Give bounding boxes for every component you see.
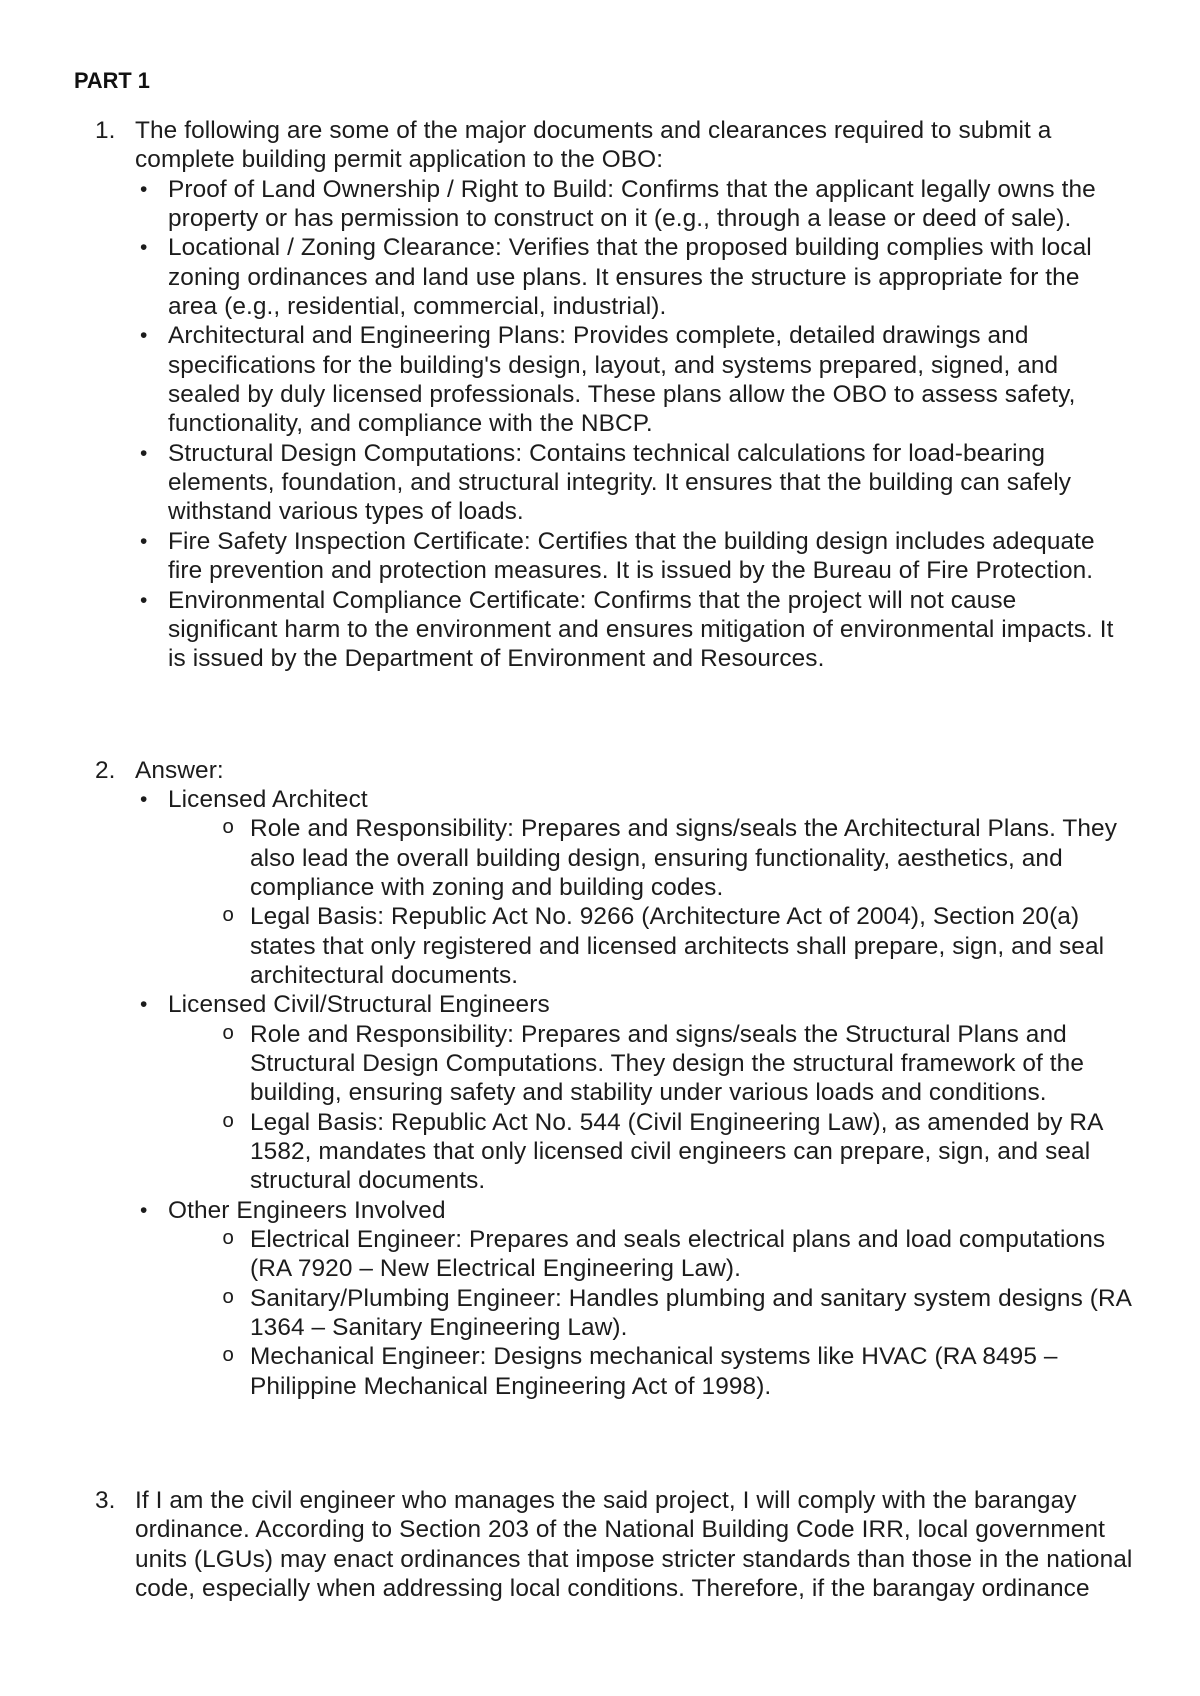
text-line: Answer: (135, 756, 224, 784)
item-text (168, 785, 1200, 814)
item-text (168, 1196, 1200, 1225)
text-line: Philippine Mechanical Engineering Act of 1998). (250, 1372, 772, 1400)
bullet-marker: • (140, 787, 148, 811)
text-line: compliance with zoning and building codes. (250, 873, 724, 901)
bullet-list-item (0, 175, 1200, 234)
bullet-marker: • (140, 324, 148, 348)
item-text (168, 439, 1200, 527)
list-number-marker: 2. (95, 756, 116, 784)
bullet-list-item (0, 1284, 1200, 1343)
bullet-marker: • (140, 441, 148, 465)
text-line: Sanitary/Plumbing Engineer: Handles plumbing and sanitary system designs (RA (250, 1284, 1133, 1312)
item-text (250, 1225, 1200, 1284)
list-number-marker: 3. (95, 1487, 116, 1515)
numbered-list-item (0, 116, 1200, 175)
bullet-list-item (0, 990, 1200, 1019)
document-blocks (0, 116, 1200, 1603)
text-line: Proof of Land Ownership / Right to Build: Confirms that the applicant legally owns the (168, 175, 1096, 203)
text-line: Role and Responsibility: Prepares and signs/seals the Architectural Plans. They (250, 815, 1118, 843)
numbered-list-item (0, 1486, 1200, 1603)
text-line: functionality, and compliance with the NBCP. (168, 410, 653, 438)
bullet-list-item (0, 1196, 1200, 1225)
item-text (168, 527, 1200, 586)
text-line: 1582, mandates that only licensed civil engineers can prepare, sign, and seal (250, 1138, 1091, 1165)
text-line: Mechanical Engineer: Designs mechanical systems like HVAC (RA 8495 – (250, 1343, 1058, 1371)
item-text (135, 1486, 1200, 1603)
text-line: If I am the civil engineer who manages the said project, I will comply with the barangay (135, 1487, 1077, 1515)
text-line: Environmental Compliance Certificate: Confirms that the project will not cause (168, 586, 1017, 614)
circle-bullet-marker: o (222, 817, 235, 841)
circle-bullet-marker: o (222, 1286, 235, 1310)
text-line: complete building permit application to the OBO: (135, 146, 664, 174)
text-line: building, ensuring safety and stability under various loads and conditions. (250, 1079, 1047, 1107)
item-text (168, 586, 1200, 674)
text-line: structural documents. (250, 1167, 486, 1195)
text-line: zoning ordinances and land use plans. It ensures the structure is appropriate for the (168, 263, 1080, 291)
text-line: Legal Basis: Republic Act No. 9266 (Architecture Act of 2004), Section 20(a) (250, 903, 1080, 931)
text-line: Electrical Engineer: Prepares and seals electrical plans and load computations (250, 1226, 1106, 1254)
text-line: also lead the overall building design, ensuring functionality, aesthetics, and (250, 844, 1063, 872)
item-text (250, 1342, 1200, 1401)
item-text (135, 756, 1200, 785)
text-line: (RA 7920 – New Electrical Engineering Law). (250, 1255, 742, 1283)
bullet-list-item (0, 1108, 1200, 1196)
numbered-list-item (0, 756, 1200, 785)
item-text (250, 1020, 1200, 1108)
text-line: code, especially when addressing local conditions. Therefore, if the barangay ordinance (135, 1575, 1090, 1603)
text-line: property or has permission to construct on it (e.g., through a lease or deed of sale). (168, 205, 1072, 233)
circle-bullet-marker: o (222, 905, 235, 929)
item-text (168, 233, 1200, 321)
item-text (168, 321, 1200, 438)
bullet-marker: • (140, 993, 148, 1017)
text-line: 1364 – Sanitary Engineering Law). (250, 1314, 628, 1342)
bullet-list-item (0, 814, 1200, 902)
text-line: ordinance. According to Section 203 of the National Building Code IRR, local government (135, 1516, 1105, 1544)
bullet-marker: • (140, 177, 148, 201)
text-line: sealed by duly licensed professionals. These plans allow the OBO to assess safety, (168, 381, 1076, 409)
text-line: Locational / Zoning Clearance: Verifies that the proposed building complies with local (168, 234, 1092, 262)
circle-bullet-marker: o (222, 1345, 235, 1369)
item-text (135, 116, 1200, 175)
bullet-list-item (0, 527, 1200, 586)
bullet-marker: • (140, 588, 148, 612)
text-line: Licensed Civil/Structural Engineers (168, 991, 550, 1019)
text-line: significant harm to the environment and ensures mitigation of environmental impacts. It (168, 615, 1114, 643)
bullet-list-item (0, 785, 1200, 814)
text-line: Fire Safety Inspection Certificate: Certifies that the building design includes adequate (168, 527, 1095, 555)
item-text (250, 814, 1200, 902)
text-line: Role and Responsibility: Prepares and signs/seals the Structural Plans and (250, 1020, 1067, 1048)
bullet-marker: • (140, 236, 148, 260)
bullet-list-item (0, 439, 1200, 527)
item-text (250, 902, 1200, 990)
bullet-list-item (0, 321, 1200, 438)
text-line: withstand various types of loads. (168, 498, 524, 526)
bullet-marker: • (140, 1198, 148, 1222)
bullet-list-item (0, 233, 1200, 321)
text-line: elements, foundation, and structural integrity. It ensures that the building can safely (168, 469, 1072, 497)
text-line: is issued by the Department of Environment and Resources. (168, 645, 825, 673)
circle-bullet-marker: o (222, 1022, 235, 1046)
text-line: units (LGUs) may enact ordinances that impose stricter standards than those in the national (135, 1545, 1133, 1573)
page-title: PART 1 (74, 68, 150, 93)
bullet-list-item (0, 1342, 1200, 1401)
item-text (168, 990, 1200, 1019)
text-line: Licensed Architect (168, 785, 368, 813)
text-line: Architectural and Engineering Plans: Provides complete, detailed drawings and (168, 322, 1029, 350)
item-text (250, 1108, 1200, 1196)
bullet-list-item (0, 1225, 1200, 1284)
text-line: fire prevention and protection measures. It is issued by the Bureau of Fire Protection. (168, 557, 1094, 585)
list-number-marker: 1. (95, 117, 116, 144)
text-line: The following are some of the major documents and clearances required to submit a (135, 117, 1052, 144)
circle-bullet-marker: o (222, 1228, 235, 1252)
text-line: Other Engineers Involved (168, 1196, 446, 1224)
text-line: architectural documents. (250, 961, 519, 989)
item-text (168, 175, 1200, 234)
text-line: states that only registered and licensed architects shall prepare, sign, and seal (250, 932, 1105, 960)
text-line: specifications for the building's design, layout, and systems prepared, signed, and (168, 351, 1059, 379)
bullet-marker: • (140, 529, 148, 553)
item-text (250, 1284, 1200, 1343)
circle-bullet-marker: o (222, 1110, 235, 1134)
bullet-list-item (0, 902, 1200, 990)
text-line: Structural Design Computations: Contains technical calculations for load-bearing (168, 439, 1046, 467)
text-line: Structural Design Computations. They design the structural framework of the (250, 1049, 1085, 1077)
text-line: area (e.g., residential, commercial, industrial). (168, 293, 667, 321)
bullet-list-item (0, 586, 1200, 674)
bullet-list-item (0, 1020, 1200, 1108)
text-line: Legal Basis: Republic Act No. 544 (Civil Engineering Law), as amended by RA (250, 1108, 1104, 1136)
